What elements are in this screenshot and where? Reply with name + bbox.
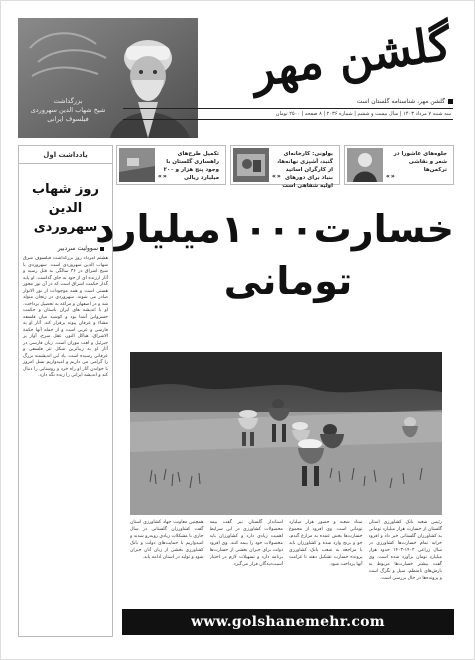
teaser-thumbnail-3: [119, 148, 155, 182]
teaser-card-3[interactable]: [116, 145, 226, 185]
portrait-caption-line1: بزرگداشت: [53, 97, 83, 105]
teaser-thumbnail-1: [347, 148, 383, 182]
main-article: [130, 519, 442, 605]
teaser-headline-2: بولونی: کارخانه‌ای گنبد، آشپزی نهانه‌ها، از کارگران اساتید بنیاد برای دورهای اولیه شفاهی است: [277, 151, 333, 189]
teaser-text-2: [269, 148, 337, 189]
issue-info-line: سه شنبه ۷ مرداد ۱۴۰۳ | سال بیست و ششم | شماره ۲۰۳۶ | ۸ صفحه | ۲۵۰۰ تومان: [123, 108, 453, 120]
teaser-headline-3: تکمیل طرح‌های راهسازی گلستان با وجود پنج هزار و ۲۰۰ میلیارد ریالی: [163, 151, 219, 181]
teaser-arrows-icon: «»: [386, 173, 396, 180]
square-bullet-icon: [448, 99, 453, 104]
website-url[interactable]: www.golshanemehr.com: [191, 614, 385, 630]
main-headline[interactable]: [95, 205, 454, 305]
editorial-title-line2: سهروردی: [33, 220, 98, 235]
teaser-text-3: [155, 148, 223, 182]
portrait-caption-line3: فیلسوف ایرانی: [47, 115, 89, 123]
teaser-arrows-icon: «»: [272, 173, 282, 180]
teaser-card-1[interactable]: [344, 145, 454, 185]
teaser-thumbnail-2: [233, 148, 269, 182]
portrait-banner: [18, 18, 198, 138]
teaser-arrows-icon: «»: [158, 173, 168, 180]
teaser-headline-1: جلوه‌های عاشورا در شعر و نقاشی ترکمن‌ها: [393, 151, 447, 173]
main-photo: [130, 352, 442, 515]
website-url-bar[interactable]: [122, 609, 454, 635]
editorial-body: هشتم امرداد روز بزرگداشت فیلسوف شرق شهاب الدین سهروردی است. سهروردی یا شیخ اشراق در ۳۶ سالگی به قتل رسید و آثار ارزنده ای از خود به جای گذاشت. او پایه گذار حکمت اشراق است که در آن نور محور هستی است و همه موجودات از نور الانوار صادر می شوند. سهروردی در زنجان متولد شد و در اصفهان و مراغه به تحصیل پرداخت. او با اندیشه های ایران باستان و حکمت خسروانی آشنا بود و کوشید میان فلسفه مشاء و عرفان پیوند برقرار کند. آثار او به فارسی و عربی است و از جمله آنها حکمة الاشراق، هیاکل النور، عقل سرخ، آواز پر جبرئیل و لغت موران است. زبان فارسی در آثار او به زیباترین شکل نثر فلسفی و عرفانی رسیده است. یاد این اندیشمند بزرگ را گرامی می داریم و امیدواریم نسل امروز با خواندن آثار او راه خرد و روشنایی را دنبال کند و اندیشه ایرانی را زنده نگه دارد.: [23, 256, 108, 378]
article-column-3: استاندار گلستان نیز گفت بیمه محصولات کشاورزی در این شرایط اهمیت زیادی دارد و کشاورزان باید محصولات خود را بیمه کنند. وی افزود دولت برای جبران بخشی از خسارت‌ها برنامه دارد و تسهیلات لازم در اختیار آسیب‌دیدگان قرار می‌گیرد.: [209, 520, 283, 567]
article-column-1: رئیس شعبه بانک کشاورزی استان گلستان از خسارت هزار میلیارد تومانی به کشاورزان گلستانی خبر داد و افزود خرابه تمام خسارت‌ها کشاورزی در سال زراعی ۱۴۰۲-۱۴۰۳ حدود هزار میلیارد تومان برآورد شده است. وی گفت بیشتر خسارت‌ها مربوط به بارش‌های نامنظم، سیل و تگرگ است و پرونده‌ها در حال بررسی است.: [368, 520, 442, 581]
portrait-caption: [26, 97, 110, 124]
rice-field-photo: [130, 352, 442, 515]
teaser-text-1: [383, 148, 451, 182]
article-column-2: ستاد شعبه و حضور هزار میلیارد تومانی است. وی افزود از مجموع خسارت‌ها بخش عمده به مزارع گندم، جو و برنج وارد شده و کشاورزان باید با مراجعه به شعب بانک کشاورزی پرونده خسارت تشکیل دهند تا غرامت آنها پرداخت شود.: [289, 520, 363, 567]
editorial-title-line1: روز شهاب الدین: [32, 182, 99, 216]
portrait-caption-line2: شیخ شهاب الدین سهروردی: [30, 106, 106, 114]
teaser-card-2[interactable]: [230, 145, 340, 189]
byline-text: سوولیت سردبیر: [57, 245, 98, 252]
sidebar-header: یادداشت اول: [19, 146, 112, 164]
headline-line2: تومانی: [223, 259, 353, 303]
headline-line1: خسارت۱۰۰۰میلیارد: [95, 207, 454, 251]
masthead-tagline: [238, 98, 453, 105]
article-column-4: همچنین معاونت جهاد کشاورزی استان گفت کشاورزان گلستانی در سال جاری با مشکلات زیادی روبه‌رو شدند و امیدواریم با حمایت‌های دولت و بانک کشاورزی بخشی از زیان آنان جبران شود و تولید در استان ادامه یابد.: [130, 520, 204, 560]
newspaper-logo[interactable]: گلشن مهر: [248, 16, 455, 98]
tagline-text: گلشن مهر، شناسنامه گلستان است: [356, 98, 445, 105]
